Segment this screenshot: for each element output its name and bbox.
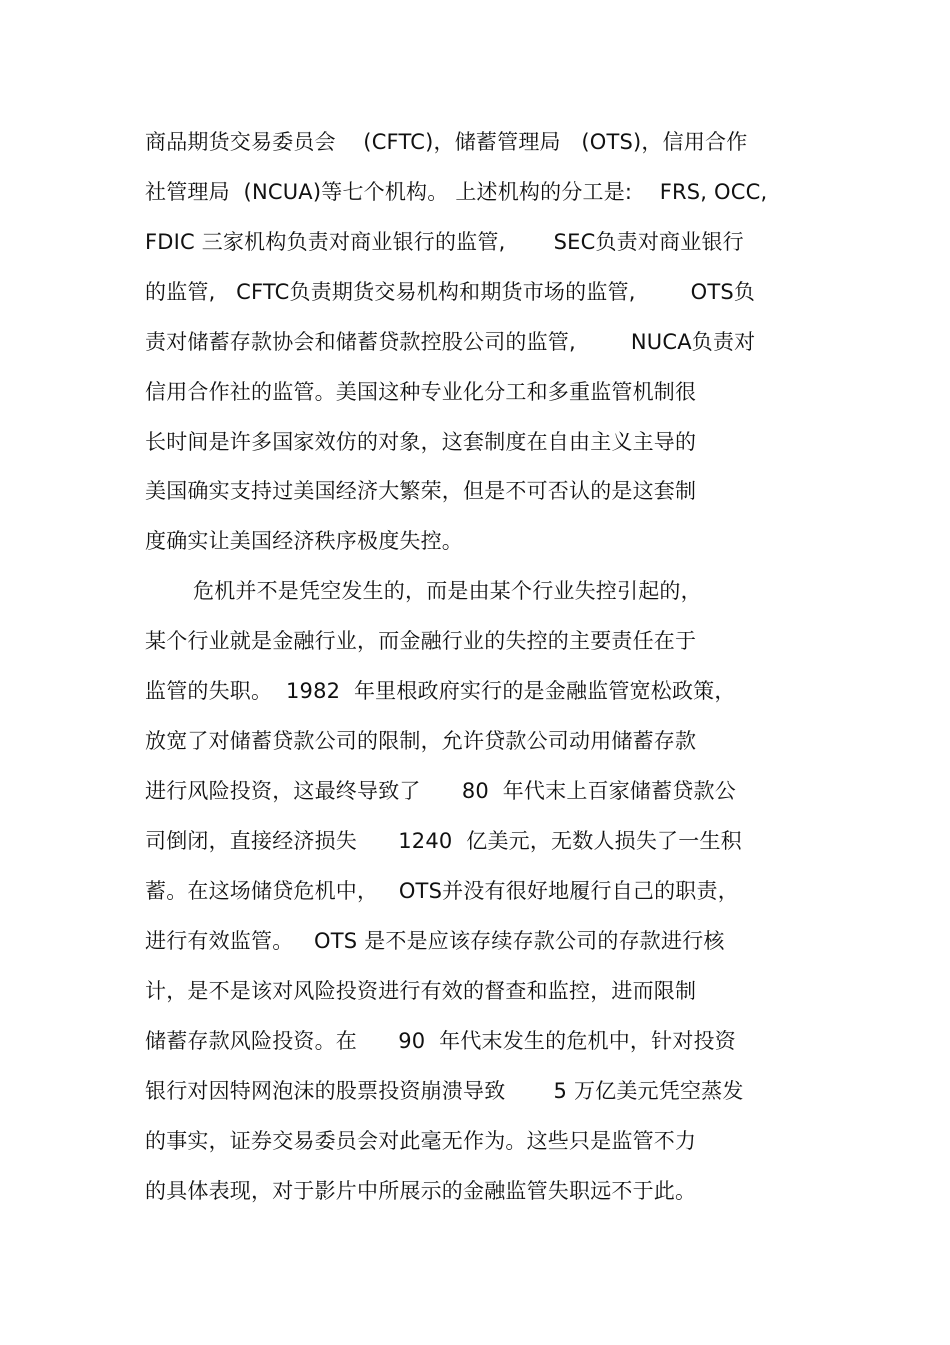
text-line: 商品期货交易委员会 (CFTC)，储蓄管理局 (OTS)，信用合作 (145, 130, 748, 154)
text-line: 的具体表现，对于影片中所展示的金融监管失职远不于此。 (145, 1179, 697, 1203)
text-line: 放宽了对储蓄贷款公司的限制，允许贷款公司动用储蓄存款 (145, 729, 697, 753)
text-line: 度确实让美国经济秩序极度失控。 (145, 529, 463, 553)
text-line: 蓄。在这场储贷危机中， OTS并没有很好地履行自己的职责， (145, 879, 739, 903)
text-line: 美国确实支持过美国经济大繁荣，但是不可否认的是这套制 (145, 479, 697, 503)
text-line: FDIC 三家机构负责对商业银行的监管, SEC负责对商业银行 (145, 230, 744, 254)
text-line: 进行风险投资，这最终导致了 80 年代末上百家储蓄贷款公 (145, 779, 736, 803)
text-line: 社管理局 (NCUA)等七个机构。 上述机构的分工是: FRS, OCC, (145, 180, 768, 204)
text-line: 银行对因特网泡沫的股票投资崩溃导致 5 万亿美元凭空蒸发 (145, 1079, 744, 1103)
text-line: 的监管, CFTC负责期货交易机构和期货市场的监管, OTS负 (145, 280, 756, 304)
text-line: 责对储蓄存款协会和储蓄贷款控股公司的监管, NUCA负责对 (145, 330, 756, 354)
text-line: 长时间是许多国家效仿的对象，这套制度在自由主义主导的 (145, 430, 697, 454)
text-line: 监管的失职。 1982 年里根政府实行的是金融监管宽松政策， (145, 679, 736, 703)
text-line: 的事实，证券交易委员会对此毫无作为。这些只是监管不力 (145, 1129, 697, 1153)
paragraph-first-line: 危机并不是凭空发生的，而是由某个行业失控引起的， (193, 579, 702, 603)
text-line: 司倒闭，直接经济损失 1240 亿美元，无数人损失了一生积 (145, 829, 742, 853)
text-line: 某个行业就是金融行业，而金融行业的失控的主要责任在于 (145, 629, 697, 653)
text-line: 储蓄存款风险投资。在 90 年代末发生的危机中，针对投资 (145, 1029, 736, 1053)
text-line: 进行有效监管。 OTS 是不是应该存续存款公司的存款进行核 (145, 929, 725, 953)
text-line: 计，是不是该对风险投资进行有效的督查和监控，进而限制 (145, 979, 697, 1003)
text-line: 信用合作社的监管。美国这种专业化分工和多重监管机制很 (145, 380, 697, 404)
